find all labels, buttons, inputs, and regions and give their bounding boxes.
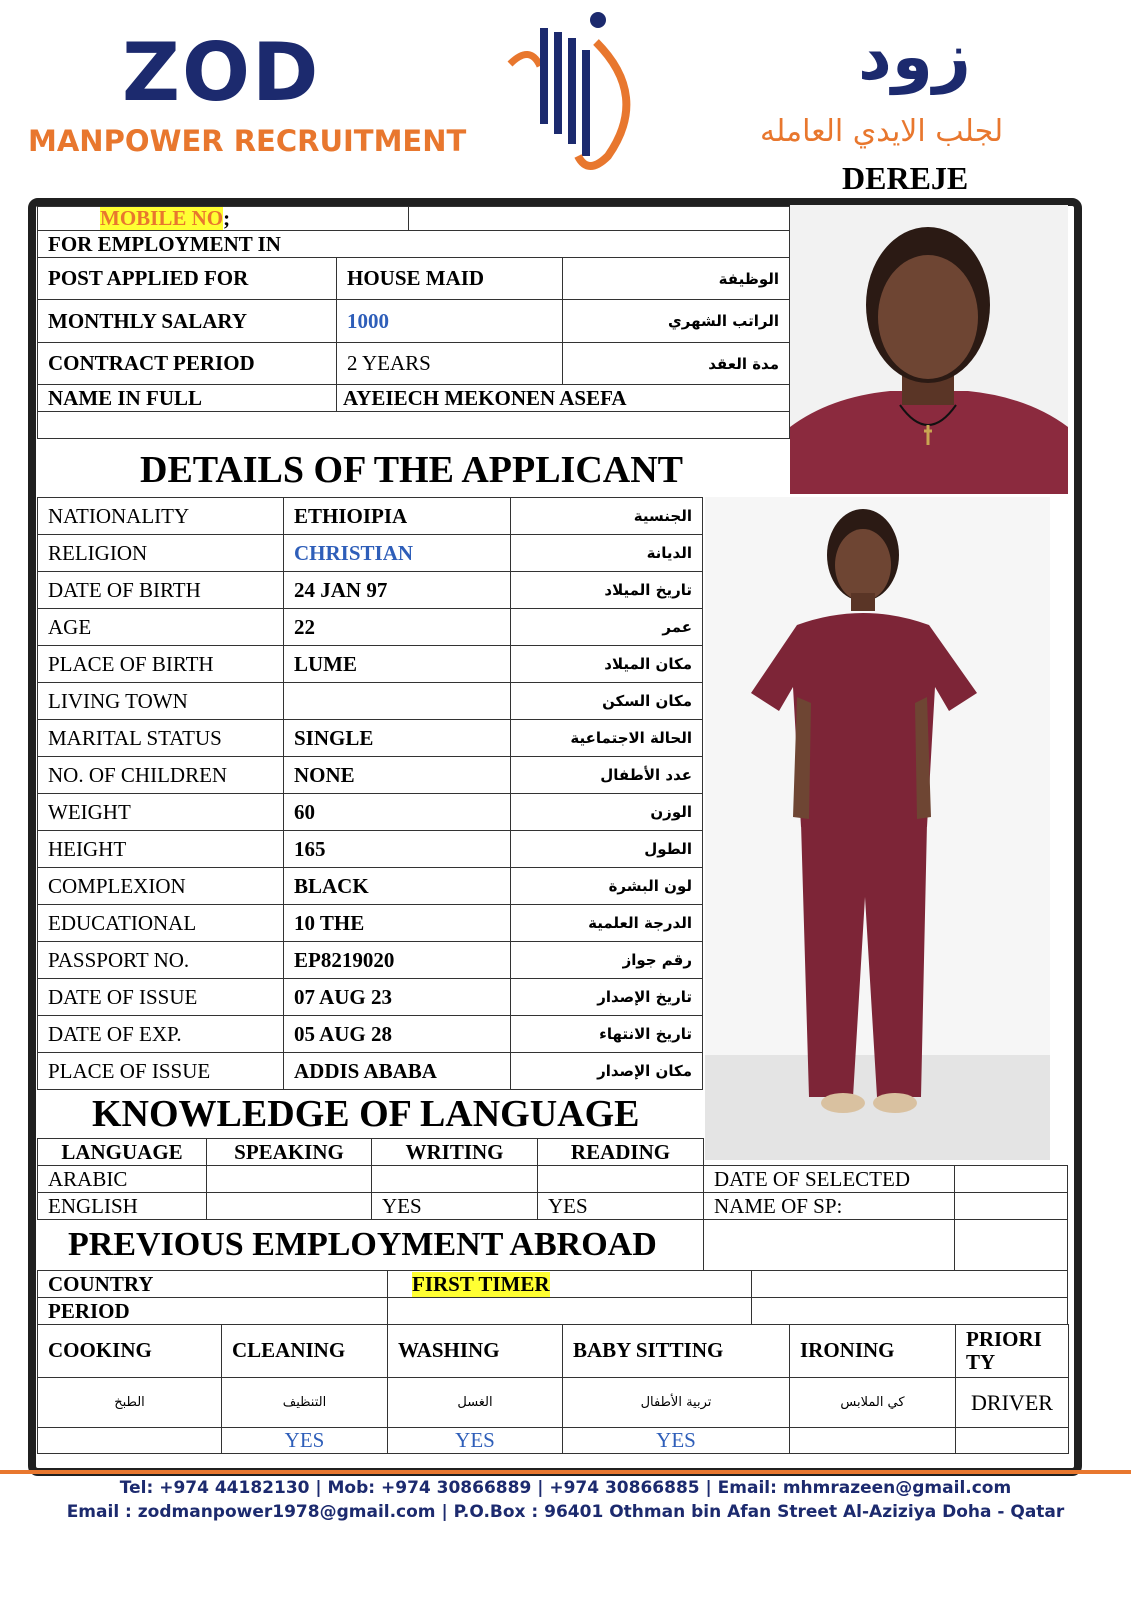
skill-value <box>955 1427 1069 1454</box>
footer-line-1: Tel: +974 44182130 | Mob: +974 30866889 | +974 30866885 | Email: mhmrazeen@gmail.com <box>119 1478 1012 1498</box>
footer-rule <box>0 1470 1131 1474</box>
period-label: PERIOD <box>37 1297 388 1325</box>
detail-label-ar: الدرجة العلمية <box>510 904 703 942</box>
detail-label-ar: لون البشرة <box>510 867 703 905</box>
detail-label-ar: تاريخ الإصدار <box>510 978 703 1016</box>
skill-value: YES <box>562 1427 790 1454</box>
detail-label: DATE OF BIRTH <box>37 571 284 609</box>
language-title: KNOWLEDGE OF LANGUAGE <box>92 1093 640 1135</box>
detail-value: 07 AUG 23 <box>283 978 511 1016</box>
mobile-label: MOBILE NO <box>100 206 224 230</box>
detail-label: RELIGION <box>37 534 284 572</box>
agent-name: DEREJE <box>842 160 969 196</box>
detail-value: NONE <box>283 756 511 794</box>
post-label: POST APPLIED FOR <box>37 257 337 300</box>
brand-subtitle-arabic: لجلب الايدي العامله <box>760 114 1004 149</box>
skill-header: CLEANING <box>221 1324 388 1378</box>
mobile-value-cell <box>408 206 790 231</box>
skill-label-ar: تربية الأطفال <box>562 1377 790 1428</box>
details-title: DETAILS OF THE APPLICANT <box>140 449 684 491</box>
detail-label-ar: تاريخ الميلاد <box>510 571 703 609</box>
salary-label-ar: الراتب الشهري <box>562 299 790 343</box>
skill-header: WASHING <box>387 1324 563 1378</box>
language-cell: YES <box>537 1192 704 1220</box>
detail-label-ar: الوزن <box>510 793 703 831</box>
post-value: HOUSE MAID <box>336 257 563 300</box>
country-value: FIRST TIMER <box>412 1271 550 1296</box>
skill-header: BABY SITTING <box>562 1324 790 1378</box>
skill-header: PRIORI TY <box>955 1324 1069 1378</box>
skill-label-ar: DRIVER <box>955 1377 1069 1428</box>
detail-label: MARITAL STATUS <box>37 719 284 757</box>
skill-label-ar: الغسل <box>387 1377 563 1428</box>
language-cell <box>206 1192 372 1220</box>
detail-label: NATIONALITY <box>37 497 284 535</box>
full-body-photo <box>705 497 1050 1160</box>
detail-value: 05 AUG 28 <box>283 1015 511 1053</box>
skill-label-ar: التنظيف <box>221 1377 388 1428</box>
detail-label-ar: مكان الإصدار <box>510 1052 703 1090</box>
detail-label: PLACE OF BIRTH <box>37 645 284 683</box>
brand-logo-arabic: زود <box>858 18 971 95</box>
name-label: NAME IN FULL <box>37 384 337 412</box>
detail-value: LUME <box>283 645 511 683</box>
detail-label: LIVING TOWN <box>37 682 284 720</box>
detail-label-ar: تاريخ الانتهاء <box>510 1015 703 1053</box>
skill-label-ar: كي الملابس <box>789 1377 956 1428</box>
language-header: WRITING <box>371 1138 538 1166</box>
country-extra <box>751 1270 1068 1298</box>
detail-label: NO. OF CHILDREN <box>37 756 284 794</box>
detail-value: 60 <box>283 793 511 831</box>
date-selected-value <box>954 1165 1068 1193</box>
skill-header: IRONING <box>789 1324 956 1378</box>
language-cell: ARABIC <box>37 1165 207 1193</box>
date-selected-label: DATE OF SELECTED <box>703 1165 955 1193</box>
skill-value <box>789 1427 956 1454</box>
detail-value: SINGLE <box>283 719 511 757</box>
detail-value: 22 <box>283 608 511 646</box>
detail-label-ar: مكان السكن <box>510 682 703 720</box>
period-value <box>387 1297 752 1325</box>
detail-label: WEIGHT <box>37 793 284 831</box>
detail-value: 165 <box>283 830 511 868</box>
detail-label: EDUCATIONAL <box>37 904 284 942</box>
brand-subtitle: MANPOWER RECRUITMENT <box>28 124 467 158</box>
spacer-row <box>37 411 790 439</box>
sp-name-label: NAME OF SP: <box>703 1192 955 1220</box>
skill-value: YES <box>387 1427 563 1454</box>
brand-emblem <box>500 6 640 176</box>
detail-label-ar: الحالة الاجتماعية <box>510 719 703 757</box>
contract-value: 2 YEARS <box>336 342 563 385</box>
detail-label-ar: الجنسية <box>510 497 703 535</box>
detail-label-ar: الديانة <box>510 534 703 572</box>
detail-value: 10 THE <box>283 904 511 942</box>
detail-label: COMPLEXION <box>37 867 284 905</box>
detail-value: EP8219020 <box>283 941 511 979</box>
detail-label: PLACE OF ISSUE <box>37 1052 284 1090</box>
skill-value <box>37 1427 222 1454</box>
skill-header: COOKING <box>37 1324 222 1378</box>
detail-label: PASSPORT NO. <box>37 941 284 979</box>
salary-label: MONTHLY SALARY <box>37 299 337 343</box>
language-header: READING <box>537 1138 704 1166</box>
employment-label: FOR EMPLOYMENT IN <box>37 230 790 258</box>
detail-label-ar: عدد الأطفال <box>510 756 703 794</box>
side-blank-a <box>703 1219 955 1271</box>
detail-label: DATE OF EXP. <box>37 1015 284 1053</box>
footer-line-2: Email : zodmanpower1978@gmail.com | P.O.Box : 96401 Othman bin Afan Street Al-Aziziya Doha - Qatar <box>66 1502 1065 1522</box>
detail-value: CHRISTIAN <box>283 534 511 572</box>
mobile-suffix: ; <box>223 206 231 230</box>
detail-value: BLACK <box>283 867 511 905</box>
language-cell <box>371 1165 538 1193</box>
contract-label-ar: مدة العقد <box>562 342 790 385</box>
name-value: AYEIECH MEKONEN ASEFA <box>336 384 790 412</box>
period-extra <box>751 1297 1068 1325</box>
salary-value: 1000 <box>336 299 563 343</box>
skill-value: YES <box>221 1427 388 1454</box>
previous-title: PREVIOUS EMPLOYMENT ABROAD <box>68 1226 657 1263</box>
detail-value <box>283 682 511 720</box>
brand-logo-text: ZOD <box>122 26 321 119</box>
contract-label: CONTRACT PERIOD <box>37 342 337 385</box>
detail-value: ETHIOIPIA <box>283 497 511 535</box>
side-blank-b <box>954 1219 1068 1271</box>
detail-label-ar: الطول <box>510 830 703 868</box>
country-value-cell <box>387 1270 752 1298</box>
language-cell: ENGLISH <box>37 1192 207 1220</box>
detail-label-ar: رقم جواز <box>510 941 703 979</box>
detail-label-ar: عمر <box>510 608 703 646</box>
detail-label-ar: مكان الميلاد <box>510 645 703 683</box>
detail-label: HEIGHT <box>37 830 284 868</box>
language-cell <box>206 1165 372 1193</box>
language-cell <box>537 1165 704 1193</box>
country-label: COUNTRY <box>37 1270 388 1298</box>
detail-value: 24 JAN 97 <box>283 571 511 609</box>
portrait-photo <box>790 205 1068 494</box>
detail-label: DATE OF ISSUE <box>37 978 284 1016</box>
language-header: LANGUAGE <box>37 1138 207 1166</box>
mobile-label-cell <box>37 206 409 231</box>
detail-value: ADDIS ABABA <box>283 1052 511 1090</box>
sp-name-value <box>954 1192 1068 1220</box>
language-header: SPEAKING <box>206 1138 372 1166</box>
post-label-ar: الوظيفة <box>562 257 790 300</box>
detail-label: AGE <box>37 608 284 646</box>
skill-label-ar: الطبخ <box>37 1377 222 1428</box>
language-cell: YES <box>371 1192 538 1220</box>
